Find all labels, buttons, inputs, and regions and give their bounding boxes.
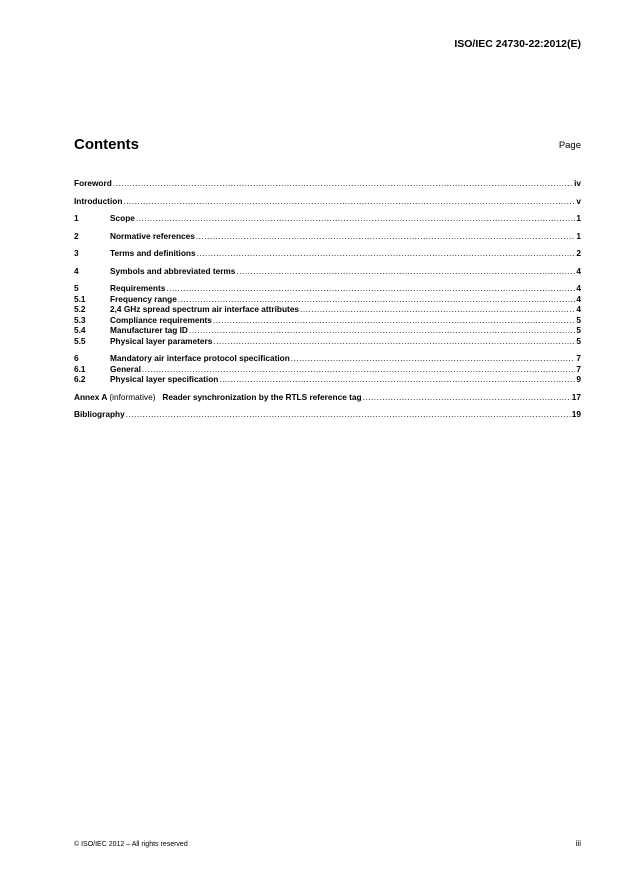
toc-entry-physical-layer-parameters[interactable] — [74, 336, 581, 347]
toc-entry-title: Bibliography — [74, 409, 125, 419]
toc-entry-page: iv — [574, 178, 581, 188]
toc-entry-number: 6.1 — [74, 363, 86, 374]
toc-entry-title: Physical layer specification — [110, 374, 219, 384]
toc-entry-title: 2,4 GHz spread spectrum air interface attributes — [110, 304, 300, 314]
toc-entry-title: Terms and definitions — [110, 248, 196, 258]
toc-entry-manufacturer-tag-id[interactable] — [74, 325, 581, 336]
toc-entry-page: 4 — [576, 293, 581, 304]
toc-entry-page: 7 — [576, 363, 581, 374]
toc-entry-number: 1 — [74, 213, 79, 223]
dot-leader — [113, 178, 573, 189]
toc-entry-protocol-specification[interactable] — [74, 353, 581, 364]
toc-entry-frequency-range[interactable] — [74, 294, 581, 305]
page-column-label: Page — [558, 140, 581, 151]
toc-entry-page: 7 — [576, 353, 581, 363]
toc-entry-scope[interactable] — [74, 213, 581, 224]
toc-entry-physical-layer-specification[interactable] — [74, 374, 581, 385]
toc-entry-number: 5.3 — [74, 314, 86, 325]
toc-entry-normative-references[interactable] — [74, 231, 581, 242]
toc-entry-title: Requirements — [110, 283, 166, 293]
dot-leader — [213, 315, 575, 326]
dot-leader — [213, 336, 575, 347]
dot-leader — [196, 231, 576, 242]
toc-entry-general[interactable] — [74, 364, 581, 375]
toc-entry-title: Manufacturer tag ID — [110, 325, 188, 335]
document-id-header: ISO/IEC 24730-22:2012(E) — [454, 38, 581, 50]
toc-entry-page: 5 — [576, 314, 581, 325]
toc-entry-title: Frequency range — [110, 293, 177, 304]
toc-entry-annex-a[interactable] — [74, 392, 581, 403]
toc-entry-page: 5 — [576, 325, 581, 335]
toc-entry-number: 5 — [74, 283, 79, 293]
toc-entry-title: Physical layer parameters — [110, 335, 213, 346]
toc-entry-page: v — [576, 195, 581, 206]
dot-leader — [300, 304, 575, 315]
annex-title: Reader synchronization by the RTLS reference tag — [162, 391, 362, 402]
toc-entry-page: 19 — [571, 409, 581, 419]
toc-entry-page: 4 — [576, 265, 581, 276]
dot-leader — [236, 266, 575, 277]
toc-entry-number: 2 — [74, 230, 79, 241]
toc-entry-air-interface-attributes[interactable] — [74, 304, 581, 315]
dot-leader — [219, 374, 575, 385]
toc-entry-title: Symbols and abbreviated terms — [110, 265, 236, 276]
annex-label: Annex A — [74, 391, 108, 402]
toc-entry-page: 1 — [576, 230, 581, 241]
toc-entry-number: 4 — [74, 265, 79, 276]
toc-entry-number: 5.1 — [74, 293, 86, 304]
toc-entry-title — [74, 392, 362, 403]
toc-entry-page: 4 — [576, 283, 581, 293]
toc-entry-bibliography[interactable] — [74, 409, 581, 420]
dot-leader — [126, 409, 571, 420]
toc-entry-number: 5.5 — [74, 335, 86, 346]
toc-entry-compliance-requirements[interactable] — [74, 315, 581, 326]
toc-entry-title: General — [110, 363, 141, 374]
toc-entry-foreword[interactable] — [74, 178, 581, 189]
dot-leader — [123, 196, 575, 207]
toc-entry-title: Introduction — [74, 195, 123, 206]
dot-leader — [363, 392, 571, 403]
dot-leader — [189, 325, 575, 336]
toc-entry-number: 5.4 — [74, 325, 86, 335]
toc-entry-introduction[interactable] — [74, 196, 581, 207]
dot-leader — [166, 283, 575, 294]
toc-entry-number: 6 — [74, 353, 79, 363]
toc-entry-title: Normative references — [110, 230, 195, 241]
toc-entry-number: 3 — [74, 248, 79, 258]
dot-leader — [178, 294, 576, 305]
toc-entry-terms-and-definitions[interactable] — [74, 248, 581, 259]
toc-entry-page: 17 — [571, 391, 581, 402]
annex-type: (informative) — [109, 391, 156, 402]
toc-entry-title: Foreword — [74, 178, 112, 188]
toc-entry-requirements[interactable] — [74, 283, 581, 294]
toc-entry-page: 5 — [576, 335, 581, 346]
contents-heading: Contents — [74, 136, 139, 153]
dot-leader — [136, 213, 575, 224]
toc-entry-symbols[interactable] — [74, 266, 581, 277]
dot-leader — [197, 248, 576, 259]
page-number: iii — [575, 839, 581, 848]
dot-leader — [291, 353, 576, 364]
toc-entry-title: Mandatory air interface protocol specification — [110, 353, 290, 363]
toc-entry-page: 9 — [576, 374, 581, 384]
copyright-notice: © ISO/IEC 2012 – All rights reserved — [74, 841, 188, 848]
dot-leader — [142, 364, 575, 375]
toc-entry-number: 6.2 — [74, 374, 86, 384]
toc-entry-page: 4 — [576, 304, 581, 314]
table-of-contents — [74, 178, 581, 420]
toc-entry-title: Scope — [110, 213, 135, 223]
toc-entry-number: 5.2 — [74, 304, 86, 314]
toc-entry-page: 2 — [576, 248, 581, 258]
toc-entry-page: 1 — [576, 213, 581, 223]
toc-entry-title: Compliance requirements — [110, 314, 212, 325]
